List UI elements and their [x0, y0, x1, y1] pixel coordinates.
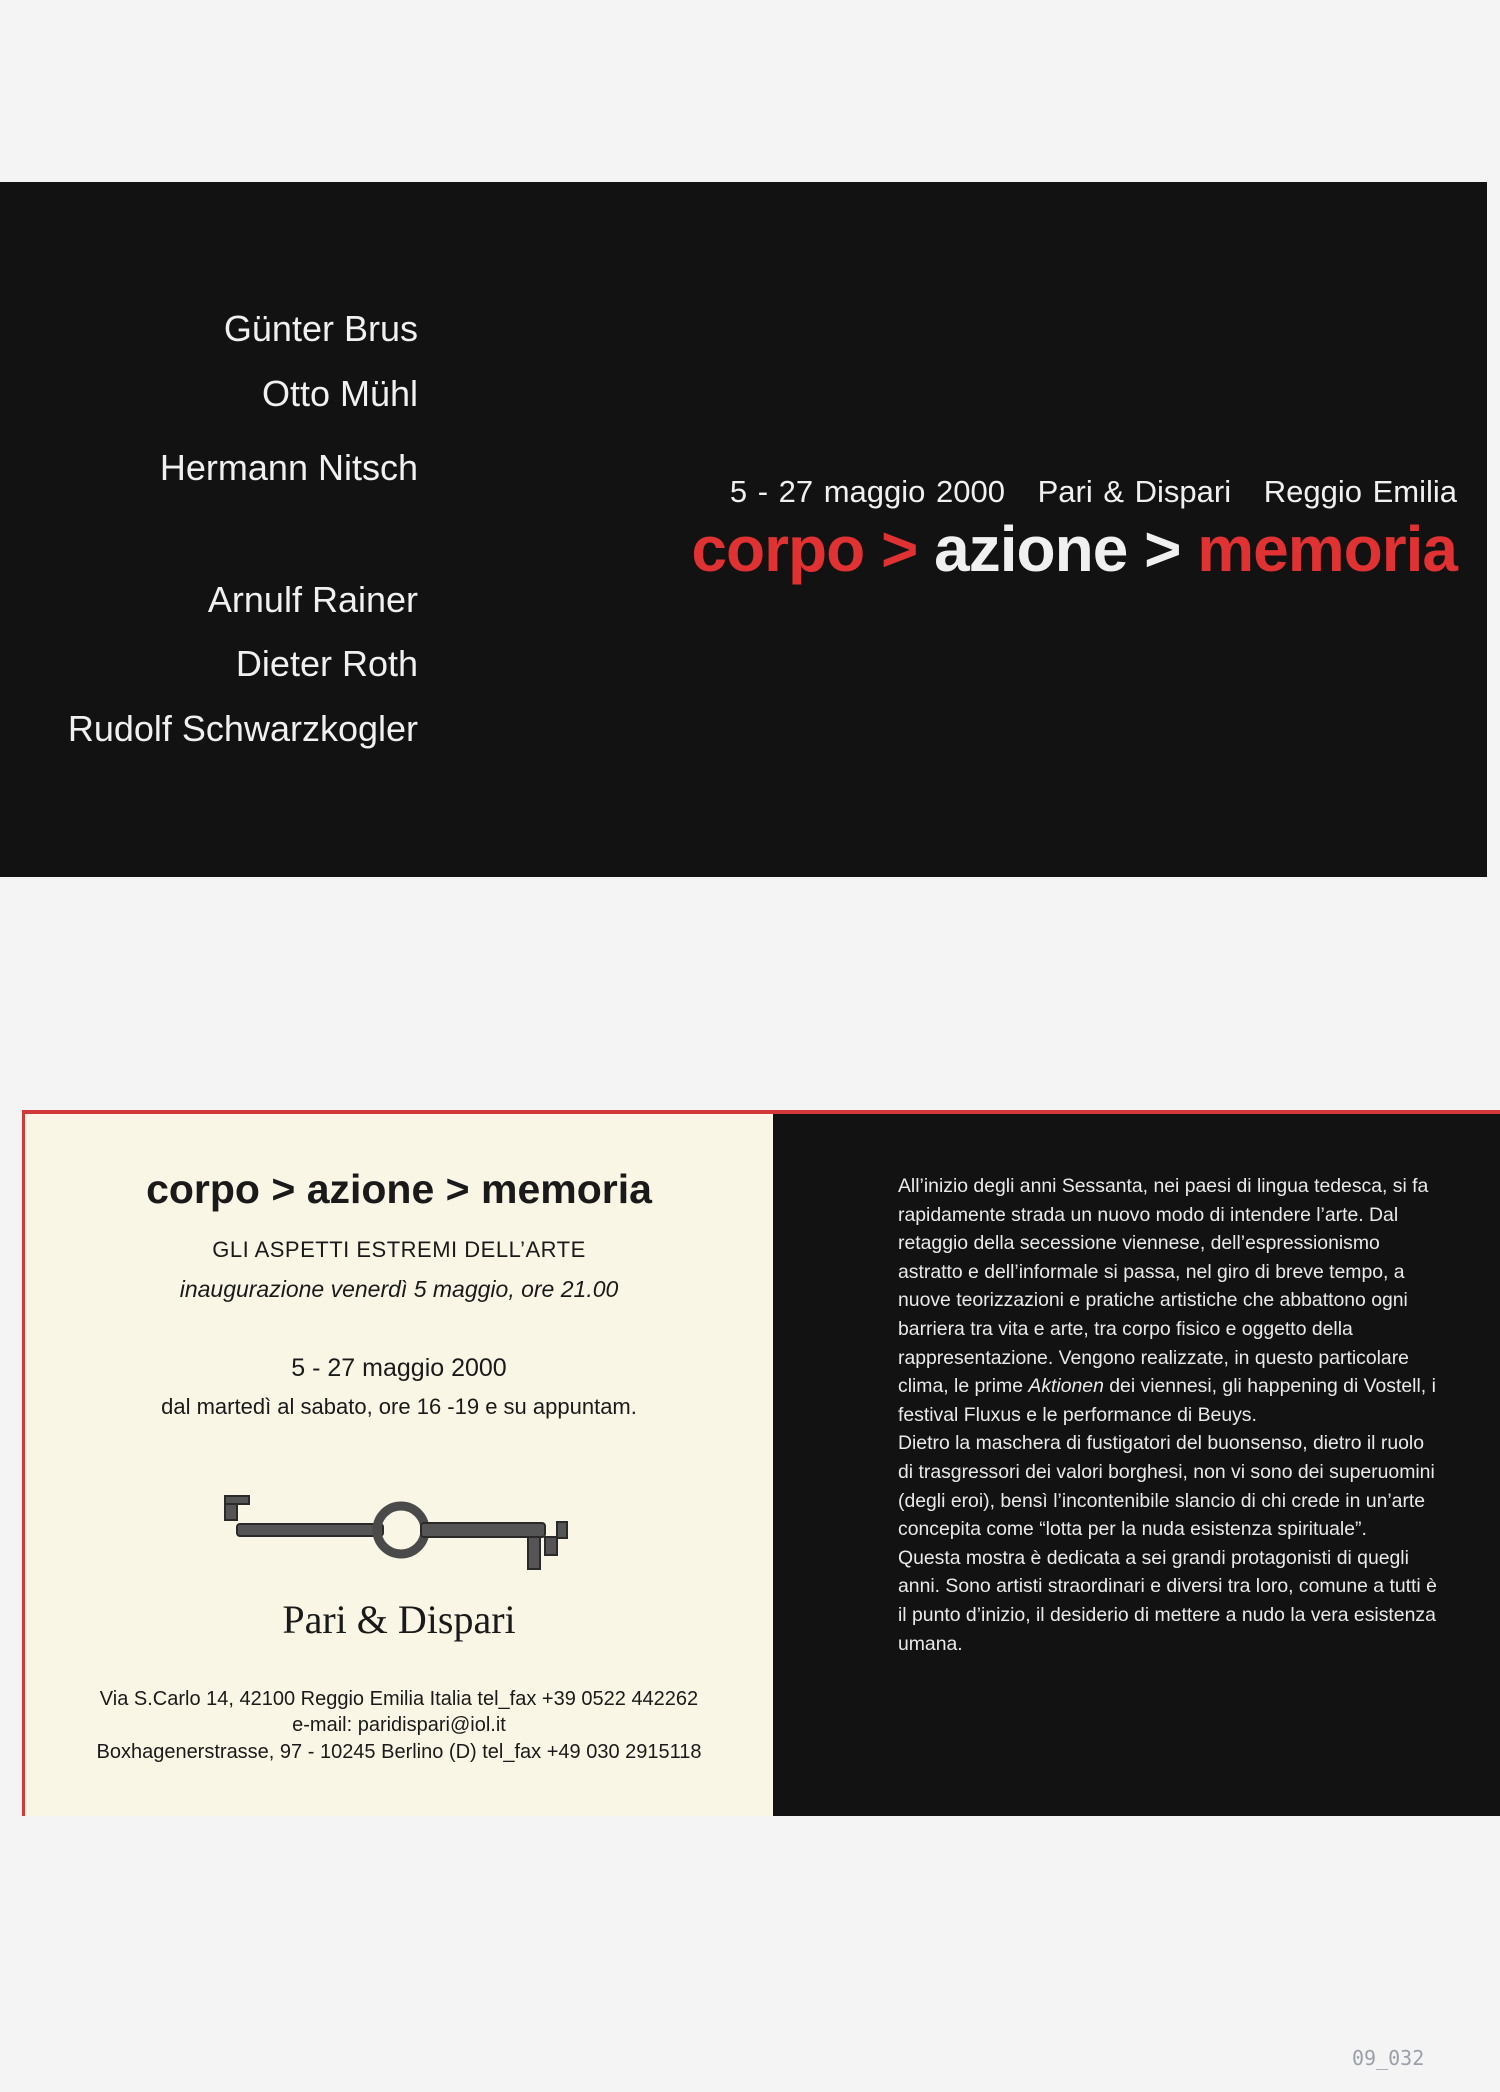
paragraph: Dietro la maschera di fustigatori del buonsenso, dietro il ruolo di trasgressori dei valori borghesi, non vi sono dei superuomini (degli eroi), bensì l’incontenibile slancio di chi crede in un’arte concepita come “lotta per la nuda esistenza spirituale”. [898, 1432, 1435, 1541]
artist-name: Arnulf Rainer [207, 579, 418, 620]
back-card [22, 1110, 1500, 1816]
back-subtitle: GLI ASPETTI ESTREMI DELL’ARTE [212, 1237, 586, 1262]
paragraph-text: All’inizio degli anni Sessanta, nei paesi di lingua tedesca, si fa rapidamente strada un nuovo modo di intendere l’arte. Dal retaggio della secessione viennese, dell’espressionismo astratto e dell’informale si passa, nel giro di breve tempo, a nuove teorizzazioni e pratiche artistiche che abbattono ogni barriera tra vita e arte, tra corpo fisico e oggetto della rappresentazione. Vengono realizzate, in questo particolare clima, le prime [898, 1175, 1429, 1398]
address-line: Boxhagenerstrasse, 97 - 10245 Berlino (D) tel_fax +49 030 2915118 [96, 1741, 702, 1763]
italic-word: Aktionen [1028, 1375, 1104, 1398]
gallery-logo-name: Pari & Dispari [282, 1597, 516, 1642]
archive-stamp: 09_032 [1352, 2046, 1425, 2070]
artist-name: Rudolf Schwarzkogler [67, 708, 418, 749]
title-word-corpo: corpo [691, 513, 865, 585]
title-word-azione: azione [934, 513, 1128, 585]
back-dates: 5 - 27 maggio 2000 [291, 1354, 507, 1382]
artist-name: Otto Mühl [261, 373, 418, 414]
opening-hours: dal martedì al sabato, ore 16 -19 e su appuntam. [161, 1394, 637, 1419]
paragraph [898, 1172, 1438, 1429]
exhibition-dates: 5 - 27 maggio 2000 [729, 474, 1005, 509]
artist-name: Günter Brus [223, 308, 418, 349]
paragraph-text: dei viennesi, gli happening di Vostell, i festival Fluxus e le performance di Beuys. [898, 1375, 1436, 1426]
front-card [0, 182, 1487, 877]
title-separator: > [1144, 513, 1181, 585]
info-panel [22, 1114, 773, 1816]
key-icon [223, 1494, 575, 1574]
back-title: corpo > azione > memoria [146, 1166, 652, 1212]
city-name: Reggio Emilia [1263, 474, 1457, 509]
description-text [898, 1172, 1438, 1658]
artist-name: Hermann Nitsch [159, 447, 418, 488]
title-word-memoria: memoria [1197, 513, 1457, 585]
description-panel [773, 1114, 1500, 1816]
exhibition-title [691, 512, 1457, 586]
gallery-name: Pari & Dispari [1037, 474, 1232, 509]
artist-name: Dieter Roth [235, 643, 418, 684]
title-separator: > [880, 513, 918, 585]
email-line: e-mail: paridispari@iol.it [292, 1714, 506, 1736]
exhibition-info [730, 474, 1457, 510]
paragraph: Questa mostra è dedicata a sei grandi protagonisti di quegli anni. Sono artisti straordinari e diversi tra loro, comune a tutti è il punto d’inizio, il desiderio di mettere a nudo la vera esistenza umana. [898, 1546, 1437, 1655]
address-line: Via S.Carlo 14, 42100 Reggio Emilia Italia tel_fax +39 0522 442262 [99, 1688, 699, 1710]
inauguration-text: inaugurazione venerdì 5 maggio, ore 21.00 [179, 1276, 619, 1302]
